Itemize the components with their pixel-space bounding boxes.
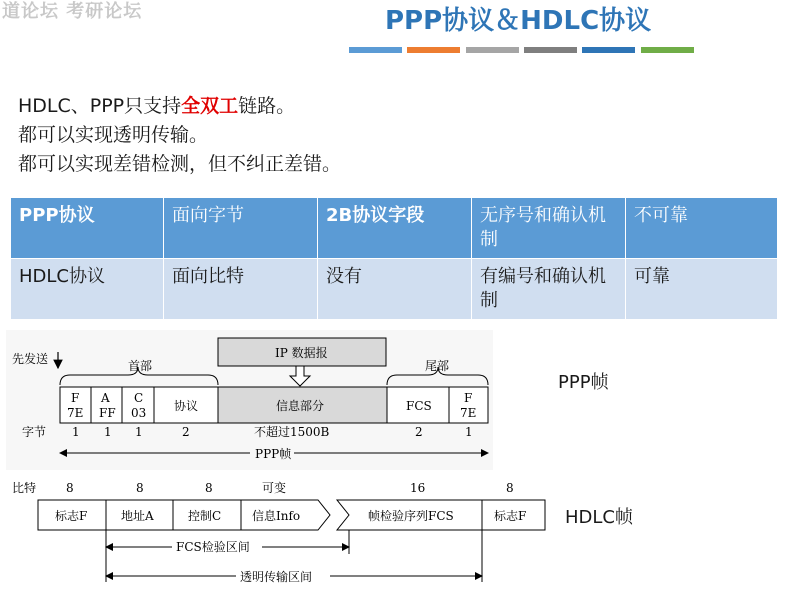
- ppp-flag-field: F: [464, 391, 473, 405]
- slide-title: PPP协议＆HDLC协议: [385, 6, 652, 36]
- color-bar-segment: [349, 47, 402, 53]
- color-bar-segment: [641, 47, 694, 53]
- table-cell: 2B协议字段: [318, 198, 472, 259]
- byte-count: 1: [104, 425, 112, 439]
- bit-count: 8: [506, 481, 514, 495]
- bit-count: 8: [66, 481, 74, 495]
- hdlc-frame-caption: HDLC帧: [565, 507, 633, 528]
- first-send-label: 先发送: [12, 352, 49, 366]
- ppp-fcs-field: FCS: [406, 399, 432, 413]
- bullet-text: 链路。: [238, 95, 296, 117]
- bit-count: 16: [410, 481, 426, 495]
- hdlc-flag-field: 标志F: [494, 509, 527, 523]
- header-label: 首部: [128, 359, 153, 373]
- ppp-control-field: 03: [131, 406, 147, 420]
- ppp-address-field: A: [101, 391, 110, 405]
- byte-count: 1: [465, 425, 473, 439]
- bullet-text: HDLC、PPP只支持: [18, 95, 182, 117]
- bullet-line-1: [18, 92, 341, 121]
- hdlc-control-field: 控制C: [188, 509, 222, 523]
- byte-count: 2: [182, 425, 190, 439]
- table-header-row: [11, 198, 778, 259]
- highlight-text: 全双工: [181, 95, 239, 117]
- table-cell: 面向比特: [164, 259, 318, 320]
- table-cell: 可靠: [626, 259, 778, 320]
- ppp-control-field: C: [134, 391, 144, 405]
- color-bar-segment: [524, 47, 577, 53]
- hdlc-address-field: 地址A: [121, 509, 154, 523]
- ppp-info-label: 信息部分: [276, 399, 325, 413]
- table-cell: 不可靠: [626, 198, 778, 259]
- bullet-line-3: 都可以实现差错检测，但不纠正差错。: [18, 153, 342, 175]
- table-row: [11, 259, 778, 320]
- hdlc-fcs-field: 帧检验序列FCS: [368, 509, 454, 523]
- bullet-line-2: 都可以实现透明传输。: [18, 124, 209, 146]
- watermark: 道论坛 考研论坛: [2, 1, 143, 22]
- ppp-frame-caption: PPP帧: [558, 372, 609, 393]
- table-cell: 没有: [318, 259, 472, 320]
- color-bar-segment: [466, 47, 519, 53]
- ppp-flag-field: 7E: [67, 406, 84, 420]
- bits-label: 比特: [12, 481, 37, 495]
- color-bar-segment: [407, 47, 460, 53]
- comparison-table: [10, 197, 778, 320]
- bit-count: 8: [205, 481, 213, 495]
- hdlc-flag-field: 标志F: [55, 509, 88, 523]
- table-cell: 无序号和确认机制: [472, 198, 626, 259]
- byte-count: 不超过1500B: [254, 425, 330, 439]
- ppp-flag-field: 7E: [460, 406, 477, 420]
- byte-count: 2: [415, 425, 423, 439]
- table-cell: HDLC协议: [11, 259, 164, 320]
- table-cell: 有编号和确认机制: [472, 259, 626, 320]
- bit-count: 8: [136, 481, 144, 495]
- bit-count: 可变: [262, 481, 287, 495]
- bytes-label: 字节: [22, 425, 47, 439]
- byte-count: 1: [72, 425, 80, 439]
- ppp-protocol-field: 协议: [174, 399, 199, 413]
- color-bar-segment: [582, 47, 635, 53]
- byte-count: 1: [135, 425, 143, 439]
- trailer-label: 尾部: [425, 359, 450, 373]
- ppp-address-field: FF: [99, 406, 116, 420]
- table-cell: 面向字节: [164, 198, 318, 259]
- ip-datagram-label: IP 数据报: [275, 346, 328, 360]
- ppp-frame-span-label: PPP帧: [255, 447, 292, 461]
- fcs-range-label: FCS检验区间: [176, 540, 250, 554]
- table-cell: PPP协议: [11, 198, 164, 259]
- bullet-list: [18, 92, 341, 179]
- hdlc-info-field: 信息Info: [252, 509, 301, 523]
- ppp-flag-field: F: [71, 391, 80, 405]
- transparent-range-label: 透明传输区间: [240, 570, 313, 584]
- frame-diagram: [0, 330, 797, 595]
